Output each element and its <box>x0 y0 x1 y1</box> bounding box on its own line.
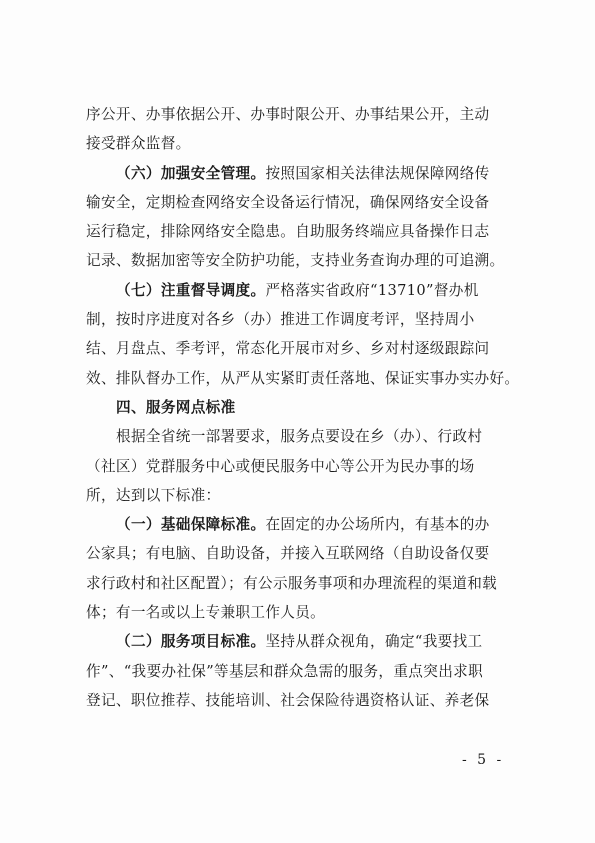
body-text-line: 输安全，定期检查网络安全设备运行情况，确保网络安全设备 <box>86 193 490 211</box>
body-text: 坚持从群众视角，确定“我要找工 <box>265 633 483 651</box>
body-text-line: 记录、数据加密等安全防护功能，支持业务查询办理的可追溯。 <box>86 252 505 270</box>
body-text-line <box>86 276 526 305</box>
body-text: 在固定的办公场所内，有基本的办 <box>265 516 490 534</box>
body-text-line: 登记、职位推荐、技能培训、社会保险待遇资格认证、养老保 <box>86 691 490 709</box>
body-text-line: 运行稳定，排除网络安全隐患。自助服务终端应具备操作日志 <box>86 223 490 241</box>
body-text-line: 接受群众监督。 <box>86 135 191 153</box>
document-body <box>86 100 526 715</box>
body-text-line: （社区）党群服务中心或便民服务中心等公开为民办事的场 <box>86 457 475 475</box>
body-text-line: 效、排队督办工作，从严从实紧盯责任落地、保证实事办实办好。 <box>86 369 520 387</box>
body-text-line: 体；有一名或以上专兼职工作人员。 <box>86 604 326 622</box>
body-text-line: 求行政村和社区配置）；有公示服务事项和办理流程的渠道和载 <box>86 574 498 592</box>
body-text-line: 作”、“我要办社保”等基层和群众急需的服务，重点突出求职 <box>86 662 484 680</box>
section-heading: 四、服务网点标准 <box>116 398 236 416</box>
body-text-line <box>86 159 526 188</box>
body-text-line: 序公开、办事依据公开、办事时限公开、办事结果公开，主动 <box>86 106 490 123</box>
body-text-line: 制，按时序进度对各乡（办）推进工作调度考评，坚持周小 <box>86 311 475 329</box>
body-text-line: 所，达到以下标准： <box>86 486 221 504</box>
body-text-line: 根据全省统一部署要求，服务点要设在乡（办）、行政村 <box>116 428 483 446</box>
section-lead: （二）服务项目标准。 <box>116 633 266 651</box>
body-text-line <box>86 510 526 539</box>
body-text: 按照国家相关法律法规保障网络传 <box>265 164 490 182</box>
section-lead: （七）注重督导调度。 <box>116 281 266 299</box>
body-text-line: 结、月盘点、季考评，常态化开展市对乡、乡对村逐级跟踪问 <box>86 340 490 358</box>
body-text-line <box>86 627 526 656</box>
section-lead: （一）基础保障标准。 <box>116 516 266 534</box>
page-number: - 5 - <box>462 752 505 768</box>
section-lead: （六）加强安全管理。 <box>116 164 266 182</box>
body-text: 严格落实省政府“13710”督办机 <box>265 281 479 299</box>
body-text-line: 公家具；有电脑、自助设备，并接入互联网络（自助设备仅要 <box>86 545 490 563</box>
